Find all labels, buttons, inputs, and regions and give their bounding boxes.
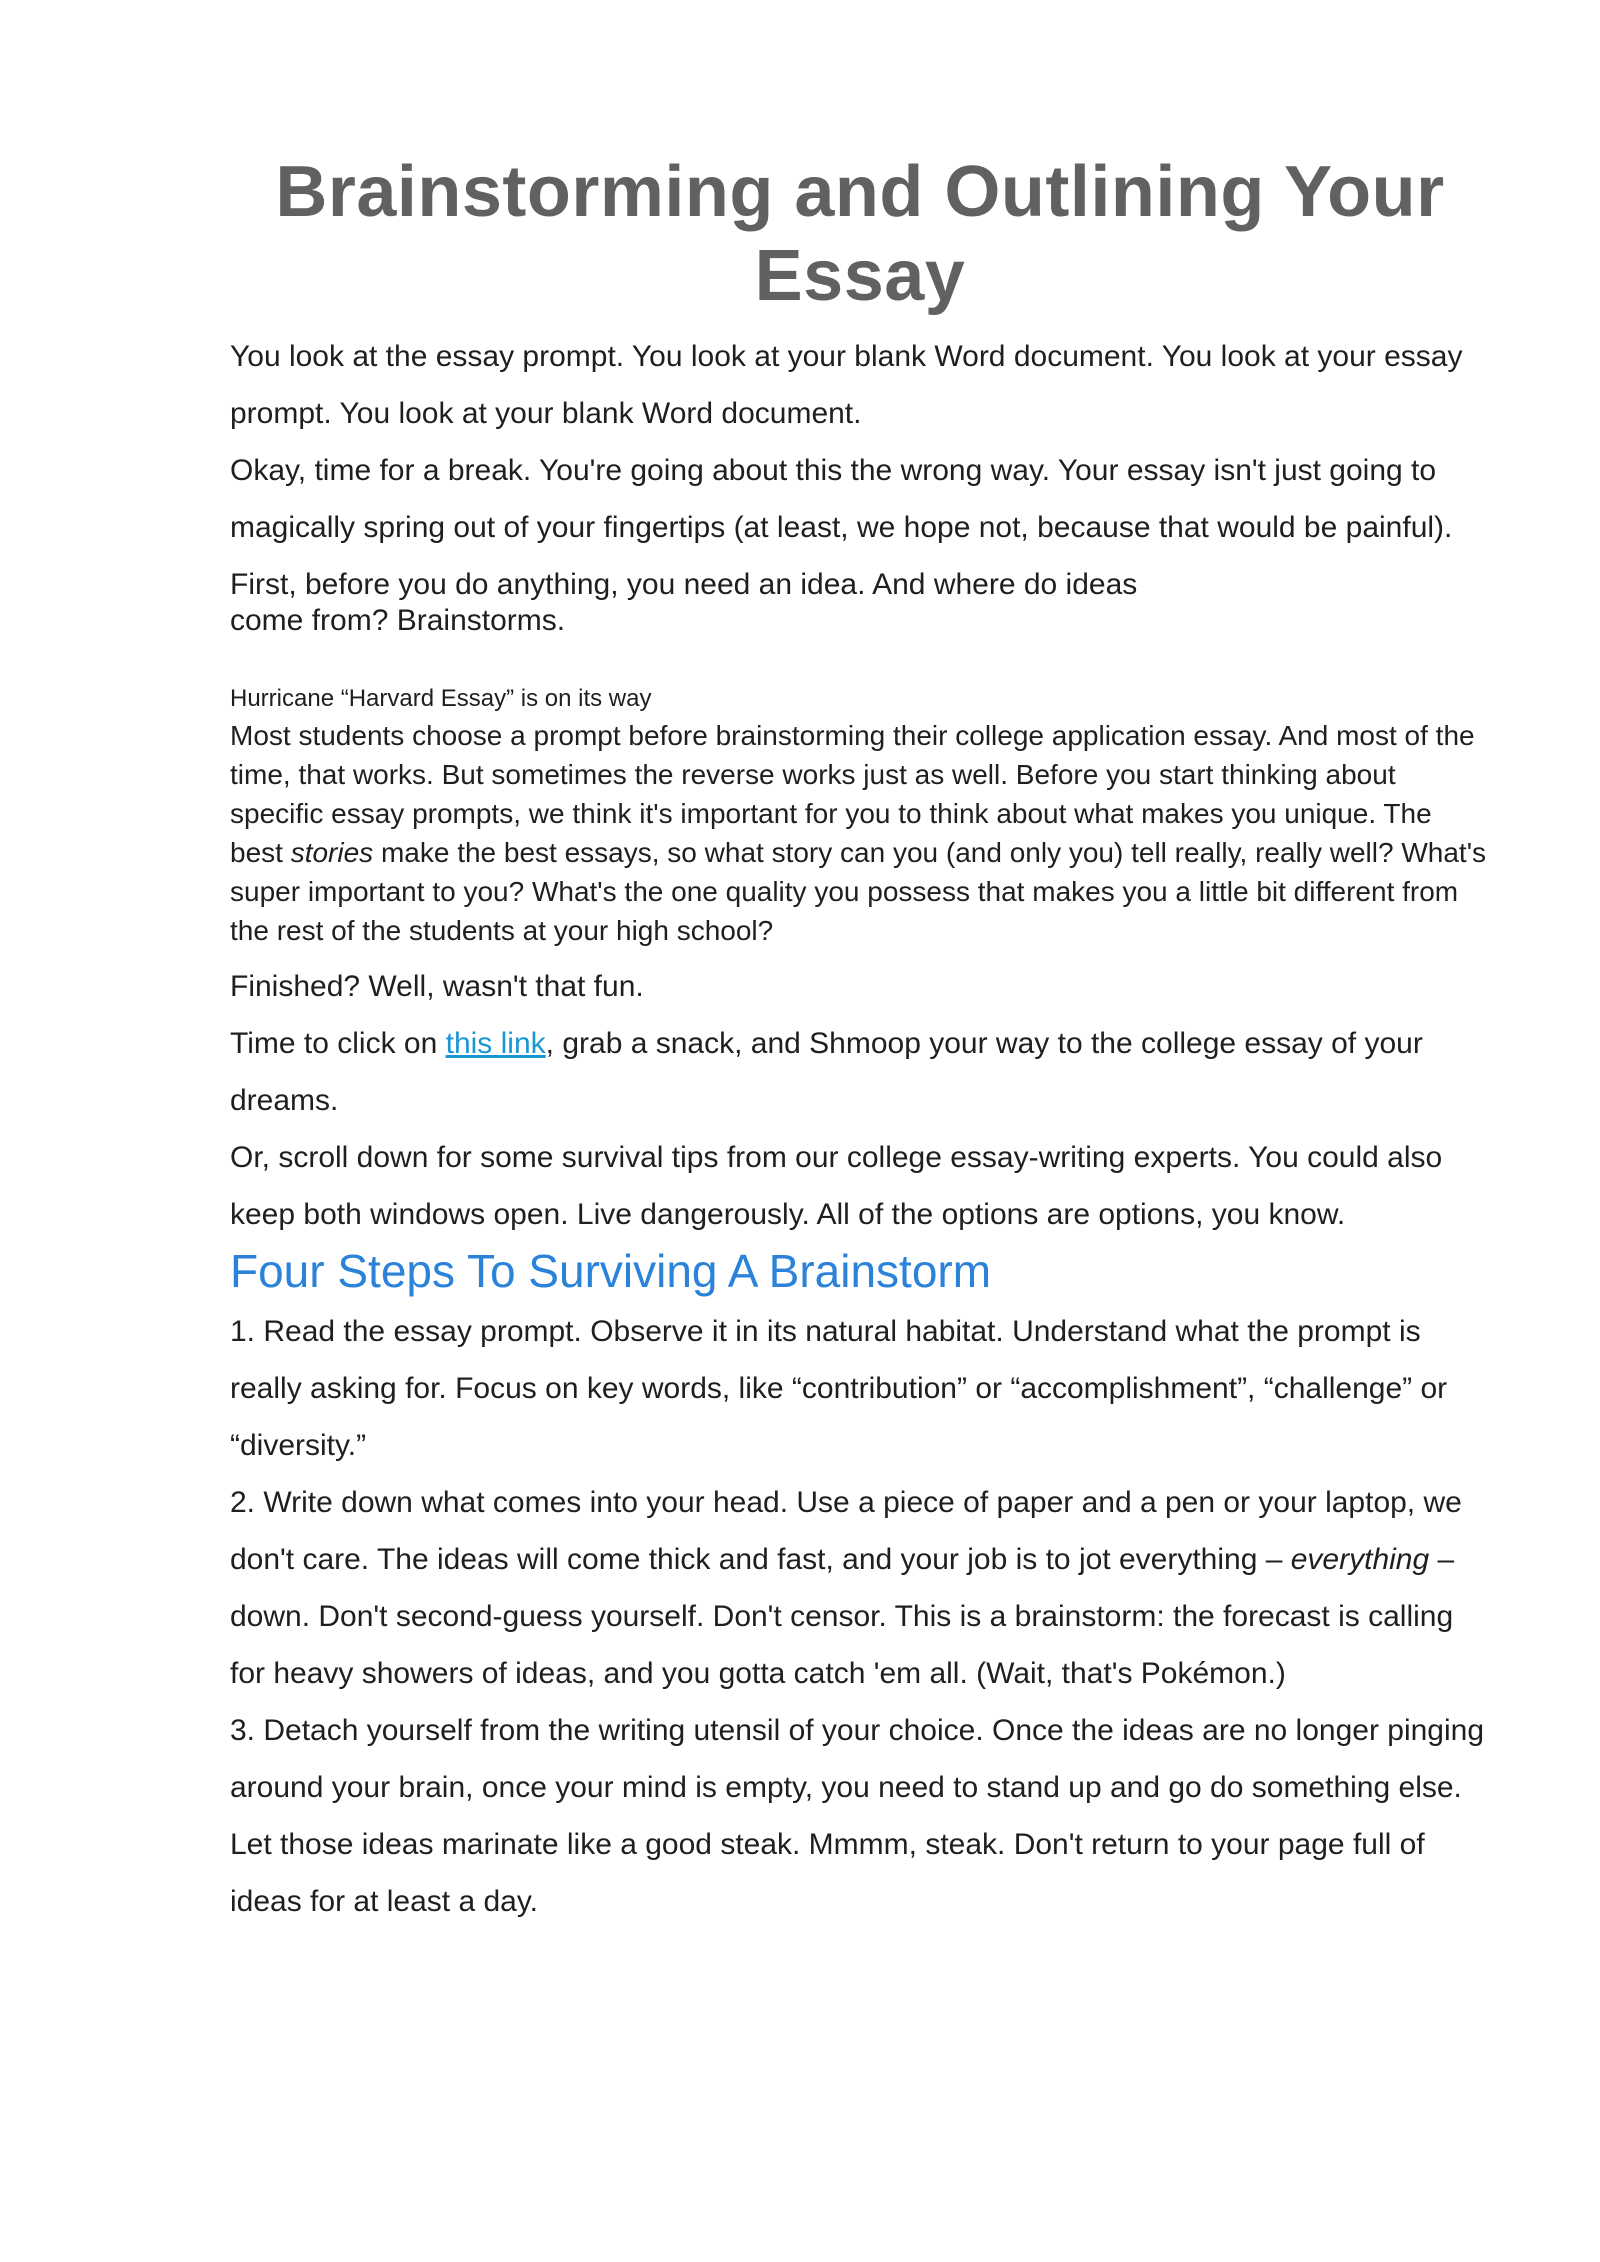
finished-paragraph: Finished? Well, wasn't that fun. xyxy=(230,970,644,1003)
intro-paragraph-2-end: come from? Brainstorms. xyxy=(230,604,566,637)
step-2 xyxy=(230,1474,1490,1702)
callout-heading: Hurricane “Harvard Essay” is on its way xyxy=(230,685,652,712)
step-2-end: – down. Don't second-guess yourself. Don't censor. This is a brainstorm: the forecast is calling for heavy showers of ideas, and you gotta catch 'em all. (Wait, that's Pokémon.) xyxy=(230,1543,1455,1690)
callout-body-end: make the best essays, so what story can you (and only you) tell really, really well? What's super important to you? What's the one quality you possess that makes you a little bit different from the rest of the students at your high school? xyxy=(230,837,1487,946)
steps-heading: Four Steps To Surviving A Brainstorm xyxy=(230,1245,992,1297)
page-title: Brainstorming and Outlining Your Essay xyxy=(275,152,1445,316)
link-paragraph-start: Time to click on xyxy=(230,1027,446,1060)
step-2-emphasis: everything xyxy=(1290,1543,1430,1576)
step-1: 1. Read the essay prompt. Observe it in its natural habitat. Understand what the prompt is really asking for. Focus on key words, like “contribution” or “accomplishment”, “challenge” or “diversity.” xyxy=(230,1315,1448,1462)
callout-body-emphasis: stories xyxy=(290,837,374,868)
link-paragraph-end: , grab a snack, and Shmoop your way to the college essay of your dreams. xyxy=(230,1027,1423,1117)
document-page xyxy=(230,150,1490,1930)
callout-body-start: Most students choose a prompt before brainstorming their college application essay. And most of the time, that works. But sometimes the reverse works just as well. Before you start thinking about specific essay prompts, we think it's important for you to think about what makes you unique. The best xyxy=(230,720,1475,868)
callout-body xyxy=(230,716,1490,950)
intro-paragraph-2 xyxy=(230,442,1490,637)
intro-paragraph-2-main: Okay, time for a break. You're going about this the wrong way. Your essay isn't just going to magically spring out of your fingertips (at least, we hope not, because that would be painful). First, before you do anything, you need an idea. And where do ideas xyxy=(230,454,1453,601)
link-paragraph xyxy=(230,1015,1490,1129)
intro-paragraph-1: You look at the essay prompt. You look at your blank Word document. You look at your essay prompt. You look at your blank Word document. xyxy=(230,340,1463,430)
scroll-paragraph: Or, scroll down for some survival tips from our college essay-writing experts. You could also keep both windows open. Live dangerously. All of the options are options, you know. xyxy=(230,1141,1443,1231)
this-link[interactable]: this link xyxy=(445,1027,546,1060)
step-2-start: 2. Write down what comes into your head. Use a piece of paper and a pen or your laptop, we don't care. The ideas will come thick and fast, and your job is to jot everything – xyxy=(230,1486,1462,1576)
step-3: 3. Detach yourself from the writing utensil of your choice. Once the ideas are no longer pinging around your brain, once your mind is empty, you need to stand up and go do something else. Let those ideas marinate like a good steak. Mmmm, steak. Don't return to your page full of ideas for at least a day. xyxy=(230,1714,1485,1918)
spacer xyxy=(230,637,1490,682)
